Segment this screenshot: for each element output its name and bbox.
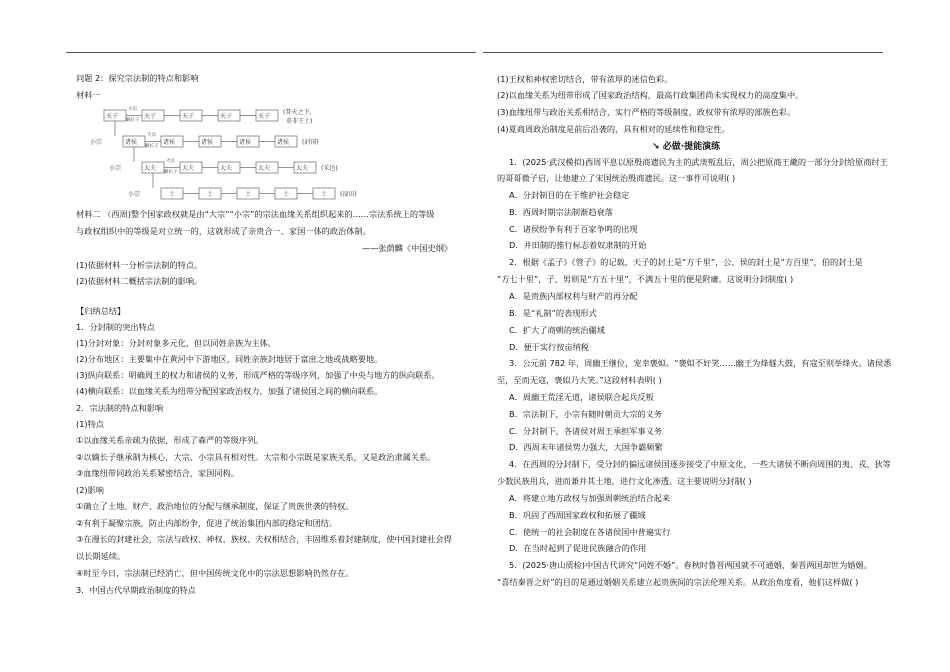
svg-text:诸侯: 诸侯 xyxy=(239,139,252,146)
svg-text:(禄田): (禄田) xyxy=(340,191,357,198)
svg-text:诸侯: 诸侯 xyxy=(163,139,176,146)
svg-text:小宗: 小宗 xyxy=(109,165,122,172)
top-rule-left xyxy=(66,52,476,53)
svg-text:大夫: 大夫 xyxy=(296,165,309,172)
material-one-label: 材料一 xyxy=(76,90,101,100)
summary-s1c: (3)纵向联系：明确周王的权力和诸侯的义务，形成严格的等级序列，加强了中央与地方的纵向联系。 xyxy=(76,370,440,380)
svg-text:士: 士 xyxy=(245,191,252,198)
svg-text:天子: 天子 xyxy=(220,113,233,120)
q2-option-c: C．扩大了商朝的统治疆域 xyxy=(509,325,605,335)
svg-text:大夫: 大夫 xyxy=(220,165,233,172)
q4-option-d: D．在当时起到了促进民族融合的作用 xyxy=(509,543,647,553)
question-2: (2)依据材料二概括宗法制的影响。 xyxy=(76,276,203,286)
svg-text:天子: 天子 xyxy=(144,113,157,120)
svg-text:大夫: 大夫 xyxy=(182,165,195,172)
svg-text:天子: 天子 xyxy=(182,113,195,120)
summary-s2: 2．宗法制的特点和影响 xyxy=(76,403,164,413)
summary-s2b4: ④时至今日，宗法制已经消亡，但中国传统文化中的宗法思想影响仍然存在。 xyxy=(76,568,354,578)
svg-text:小宗: 小宗 xyxy=(128,191,141,198)
summary-s2b: (2)影响 xyxy=(76,485,104,495)
summary-s2b3a: ③在漫长的封建社会，宗法与政权、神权、族权、夫权相结合，丰固维系着封建制度，使中国封建社会得 xyxy=(76,534,452,544)
svg-text:士: 士 xyxy=(207,191,214,198)
svg-text:大宗: 大宗 xyxy=(128,107,137,112)
svg-text:大夫: 大夫 xyxy=(144,165,157,172)
q1-stem-a: 1．(2025·武汉模拟)西周平息以原殷商遗民为主的武庚叛乱后，周公把原商王畿的一部分分封给原商纣王 xyxy=(509,157,888,167)
q5-stem-b: “喜结秦晋之好”的目的是通过婚姻关系建立起贵族间的宗法伦理关系。从政治角度看，他们这样做( ) xyxy=(497,577,859,587)
svg-text:天子: 天子 xyxy=(258,113,271,120)
q4-option-c: C．使统一的社会制度在各诸侯国中普遍实行 xyxy=(509,527,671,537)
q1-stem-b: 的哥哥微子启，让他建立了宋国统治殷商遗民。这一事件可说明( ) xyxy=(497,173,736,183)
svg-text:天子: 天子 xyxy=(106,113,119,120)
question-1: (1)依据材料一分析宗法制的特点。 xyxy=(76,260,203,270)
q2-option-b: B．是“礼制”的表现形式 xyxy=(509,308,597,318)
summary-s2b1: ①确立了土地、财产、政治地位的分配与继承制度，保证了贵族世袭的特权。 xyxy=(76,501,354,511)
feature-3: (3)血缘纽带与政治关系相结合，实行严格的等级制度，政权带有浓厚的部族色彩。 xyxy=(497,107,796,117)
svg-text:嫡长子: 嫡长子 xyxy=(164,170,178,175)
summary-title: 【归纳总结】 xyxy=(76,306,126,316)
question-title: 问题 2：探究宗法制的特点和影响 xyxy=(76,73,199,83)
q3-option-c: C．分封制下，各诸侯对周王承担军事义务 xyxy=(509,426,663,436)
zongfa-diagram xyxy=(90,106,390,206)
svg-text:莫非王土): 莫非王土) xyxy=(286,118,313,125)
svg-text:大宗: 大宗 xyxy=(166,159,175,164)
summary-s3: 3．中国古代早期政治制度的特点 xyxy=(76,585,196,595)
svg-text:士: 士 xyxy=(283,191,290,198)
svg-text:小宗: 小宗 xyxy=(90,139,103,146)
feature-1: (1)王权和神权密切结合，带有浓厚的迷信色彩。 xyxy=(497,74,673,84)
svg-text:嫡长子: 嫡长子 xyxy=(126,118,140,123)
q4-stem-a: 4．在西周的分封制下，受分封的偏远诸侯国逐步接受了中原文化，一些大诸侯不断向周围的夷、戎、狄等 xyxy=(509,459,891,469)
q2-option-d: D．便于实行按亩纳税 xyxy=(509,342,589,352)
svg-text:诸侯: 诸侯 xyxy=(125,139,138,146)
summary-s2b2: ②有利于凝聚宗族，防止内部纷争，促进了统治集团内部的稳定和团结。 xyxy=(76,518,338,528)
feature-4: (4)夏商周政治制度是前后沿袭的，具有相对的延续性和稳定性。 xyxy=(497,124,730,134)
material-two-line1: 材料二 （西周)整个国家政权就是由“大宗”“小宗”的宗法血缘关系组织起来的……宗法系统上的等级 xyxy=(76,209,435,219)
svg-text:(采邑): (采邑) xyxy=(321,165,338,172)
q3-option-a: A．周幽王荒淫无道，诸侯联合起兵反叛 xyxy=(509,392,654,402)
q4-option-b: B．巩固了西周国家政权和拓展了疆域 xyxy=(509,510,646,520)
q1-option-a: A．分封制目的在于维护社会稳定 xyxy=(509,190,630,200)
svg-text:(封国): (封国) xyxy=(302,139,319,146)
svg-text:士: 士 xyxy=(169,191,176,198)
feature-2: (2)以血缘关系为纽带形成了国家政治结构，最高行政集团尚未实现权力的高度集中。 xyxy=(497,90,804,100)
q4-option-a: A．将建立地方政权与加强周朝统治结合起来 xyxy=(509,493,671,503)
summary-s1d: (4)横向联系：以血缘关系为纽带分配国家政治权力，加强了诸侯国之间的横向联系。 xyxy=(76,386,383,396)
svg-text:(普天之下，: (普天之下， xyxy=(283,109,316,116)
q2-option-a: A．是贵族内部权利与财产的再分配 xyxy=(509,291,638,301)
q2-stem-b: “方七十里”，子、男则是“方五十里”，不满五十里的便是附庸。这说明分封制度( ) xyxy=(497,274,794,284)
svg-text:大宗: 大宗 xyxy=(147,133,156,138)
svg-text:诸侯: 诸侯 xyxy=(201,139,214,146)
q1-option-b: B．西周时期宗法制渐趋衰落 xyxy=(509,207,613,217)
q1-option-c: C．诸侯纷争有利于百家争鸣的出现 xyxy=(509,224,638,234)
summary-s2a3: ③血缘纽带同政治关系紧密结合，家国同构。 xyxy=(76,468,239,478)
practice-header xyxy=(652,139,720,152)
summary-s2a1: ①以血缘关系亲疏为依据，形成了森严的等级序列。 xyxy=(76,435,264,445)
q3-option-d: D．西周末年诸侯势力强大，大国争霸频繁 xyxy=(509,442,663,452)
svg-text:嫡长子: 嫡长子 xyxy=(145,144,159,149)
summary-s2a: (1)特点 xyxy=(76,419,104,429)
summary-s2b3b: 以长期延续。 xyxy=(76,551,126,561)
summary-s1b: (2)分布地区：主要集中在黄河中下游地区，同姓亲族封地居于富庶之地或战略要地。 xyxy=(76,354,383,364)
q1-option-d: D．井田制的推行标志着奴隶制的开始 xyxy=(509,240,647,250)
svg-text:诸侯: 诸侯 xyxy=(277,139,290,146)
q3-option-b: B．宗法制下，小宗有随时朝贡大宗的义务 xyxy=(509,409,662,419)
material-two-line2: 与政权组织中的等级是对立统一的，这就形成了亲贵合一、家国一体的政治体制。 xyxy=(76,226,371,236)
material-two-source: ——张荫麟《中国史纲》 xyxy=(362,243,453,253)
practice-header-label: 必做·提能演练 xyxy=(662,142,721,152)
q2-stem-a: 2．根据《孟子》《管子》的记载，天子的封土是“方千里”，公、侯的封土是“方百里”，伯的封土是 xyxy=(509,257,863,267)
summary-s1: 1．分封制的突出特点 xyxy=(76,322,155,332)
q3-stem-a: 3．公元前 782 年，周幽王继位，宠幸褒姒。“褒姒不好笑……幽王为烽燧大鼓，有寇至则举烽火。诸侯悉 xyxy=(509,358,892,368)
q5-stem-a: 5．(2025·唐山质检)中国古代讲究“同姓不婚”。春秋时鲁晋两国就不可通婚，秦晋两国却世为婚姻。 xyxy=(509,560,872,570)
q3-stem-b: 至，至而无寇，褒姒乃大笑。”这段材料表明( ) xyxy=(497,375,662,385)
summary-s2a2: ②以嫡长子继承制为核心，大宗、小宗具有相对性。大宗和小宗既是家族关系，又是政治隶属关系。 xyxy=(76,452,436,462)
svg-text:士: 士 xyxy=(321,191,328,198)
q4-stem-b: 少数民族用兵，进而兼并其土地，进行文化渗透。这主要说明分封制( ) xyxy=(497,476,752,486)
top-rule-right xyxy=(483,52,883,53)
arrow-icon: ↘ xyxy=(652,142,660,152)
svg-text:大夫: 大夫 xyxy=(258,165,271,172)
summary-s1a: (1)分封对象：分封对象多元化，但以同姓亲族为主体。 xyxy=(76,338,276,348)
